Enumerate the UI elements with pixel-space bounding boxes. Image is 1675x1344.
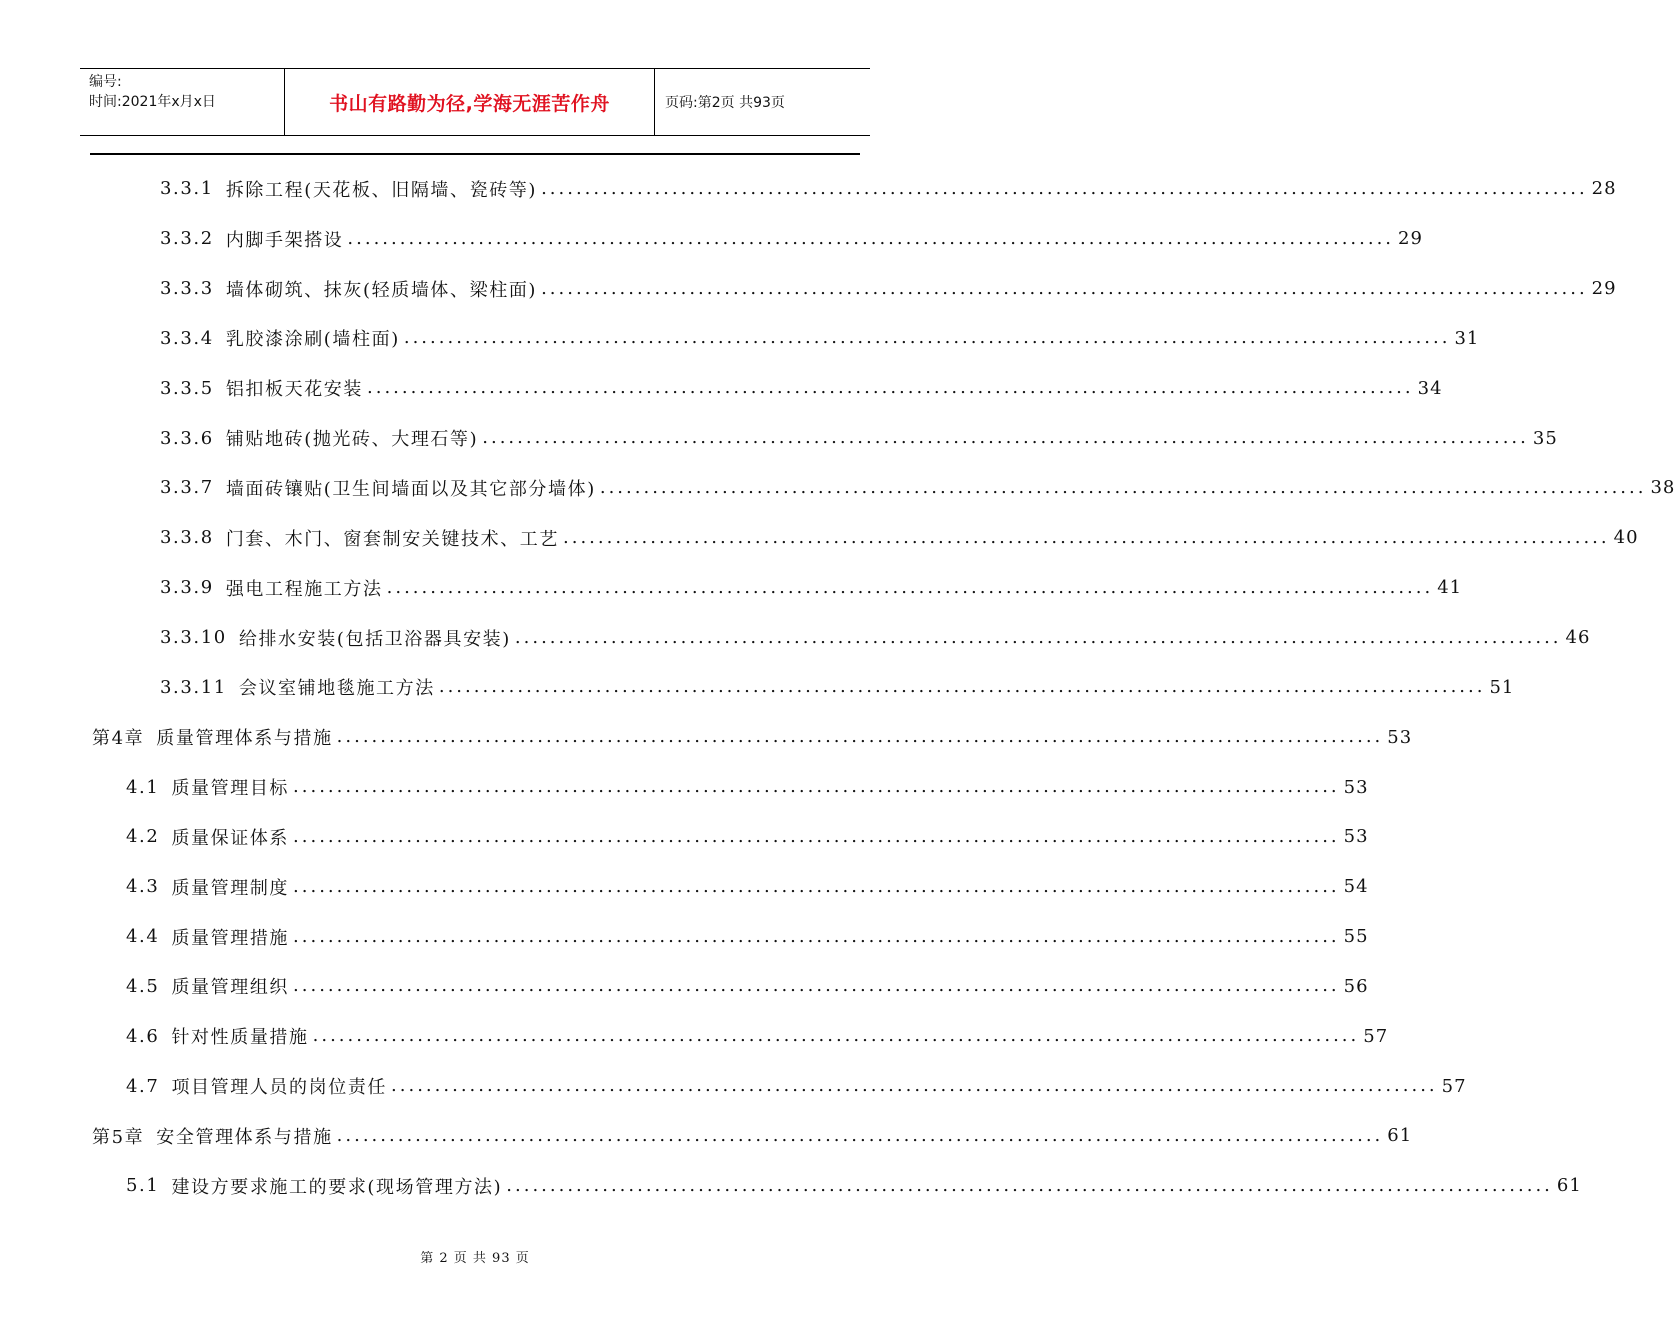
toc-leader-dots: ........................................................................................................................ <box>336 726 1384 748</box>
toc-entry-page: 29 <box>1591 278 1617 300</box>
toc-entry-number: 5.1 <box>126 1175 160 1197</box>
toc-entry-title: 质量管理措施 <box>171 927 290 949</box>
toc-entry[interactable] <box>0 164 1617 214</box>
toc-entry[interactable] <box>0 912 1369 962</box>
toc-leader-dots: ........................................................................................................................ <box>541 177 1588 199</box>
toc-entry[interactable] <box>0 214 1423 264</box>
toc-leader-dots: ........................................................................................................................ <box>514 626 1562 648</box>
toc-entry[interactable] <box>0 712 1413 762</box>
toc-entry-number: 3.3.10 <box>160 627 227 649</box>
toc-entry-number: 4.6 <box>126 1025 160 1047</box>
toc-entry[interactable] <box>0 1111 1413 1161</box>
toc-entry-page: 61 <box>1387 1125 1413 1147</box>
toc-entry-title: 给排水安装(包括卫浴器具安装) <box>238 628 511 650</box>
toc-entry[interactable] <box>0 314 1480 364</box>
toc-entry-number: 3.3.11 <box>160 676 227 698</box>
toc-entry-number: 3.3.4 <box>160 327 214 349</box>
toc-entry-number: 3.3.7 <box>160 477 214 499</box>
header-page-info: 页码:第2页 共93页 <box>665 95 785 111</box>
toc-entry-title: 内脚手架搭设 <box>225 229 344 251</box>
toc-leader-dots: ........................................................................................................................ <box>386 576 1434 598</box>
toc-entry[interactable] <box>0 363 1443 413</box>
toc-leader-dots: ........................................................................................................................ <box>336 1124 1384 1146</box>
toc-entry-title: 质量管理目标 <box>171 778 290 800</box>
toc-leader-dots: ........................................................................................................................ <box>293 925 1340 947</box>
toc-entry-page: 29 <box>1398 228 1423 250</box>
toc-entry[interactable] <box>0 463 1675 513</box>
toc-leader-dots: ........................................................................................................................ <box>293 975 1340 997</box>
toc-entry-page: 57 <box>1363 1025 1389 1047</box>
toc-entry[interactable] <box>0 613 1591 663</box>
toc-entry-title: 针对性质量措施 <box>171 1027 309 1049</box>
toc-entry[interactable] <box>0 413 1558 463</box>
toc-entry[interactable] <box>0 513 1639 563</box>
toc-entry-title: 门套、木门、窗套制安关键技术、工艺 <box>225 528 560 550</box>
toc-entry-page: 53 <box>1387 726 1413 748</box>
toc-entry-number: 4.2 <box>126 826 160 848</box>
toc-entry-title: 铝扣板天花安装 <box>225 379 364 401</box>
toc-entry[interactable] <box>0 1011 1389 1061</box>
toc-entry-page: 51 <box>1489 676 1515 698</box>
toc-entry-number: 4.3 <box>126 876 160 898</box>
toc-entry-number: 4.5 <box>126 975 160 997</box>
toc-entry-title: 安全管理体系与措施 <box>156 1126 333 1148</box>
toc-entry-title: 乳胶漆涂刷(墙柱面) <box>225 329 400 351</box>
toc-entry-title: 项目管理人员的岗位责任 <box>171 1077 388 1099</box>
toc-entry-title: 质量管理体系与措施 <box>156 728 333 750</box>
toc-entry-title: 建设方要求施工的要求(现场管理方法) <box>171 1176 503 1198</box>
toc-entry[interactable] <box>0 662 1515 712</box>
toc-entry[interactable] <box>0 563 1463 613</box>
toc-entry-page: 34 <box>1417 377 1443 399</box>
toc-entry-page: 28 <box>1591 178 1617 200</box>
header-divider <box>90 153 860 155</box>
toc-entry[interactable] <box>0 812 1369 862</box>
toc-entry-title: 会议室铺地毯施工方法 <box>238 678 435 700</box>
toc-leader-dots: ........................................................................................................................ <box>367 377 1414 399</box>
toc-entry-page: 53 <box>1343 776 1369 798</box>
toc-entry-number: 3.3.8 <box>160 527 214 549</box>
toc-leader-dots: ........................................................................................................................ <box>293 776 1340 798</box>
header-meta <box>80 69 285 135</box>
toc-leader-dots: ........................................................................................................................ <box>293 875 1340 897</box>
toc-leader-dots: ........................................................................................................................ <box>312 1025 1360 1047</box>
toc-entry-page: 55 <box>1343 926 1369 948</box>
toc-entry-number: 3.3.6 <box>160 427 214 449</box>
toc-entry-page: 61 <box>1556 1175 1582 1197</box>
toc-entry-page: 41 <box>1437 577 1463 599</box>
toc-entry-number: 第5章 <box>92 1126 145 1148</box>
toc-entry-title: 墙体砌筑、抹灰(轻质墙体、梁柱面) <box>225 279 538 301</box>
toc-entry-title: 质量管理制度 <box>171 877 290 899</box>
toc-leader-dots: ........................................................................................................................ <box>599 476 1647 498</box>
toc-entry[interactable] <box>0 962 1369 1012</box>
table-of-contents <box>0 164 1675 1211</box>
toc-entry-page: 40 <box>1613 527 1639 549</box>
toc-leader-dots: ........................................................................................................................ <box>403 327 1451 349</box>
page-header <box>80 68 870 136</box>
toc-entry-number: 3.3.1 <box>160 178 214 200</box>
toc-entry-page: 54 <box>1343 876 1369 898</box>
toc-entry-number: 3.3.2 <box>160 228 214 250</box>
date-line: 时间:2021年x月x日 <box>89 94 216 110</box>
toc-entry[interactable] <box>0 862 1369 912</box>
toc-entry[interactable] <box>0 1061 1467 1111</box>
toc-entry-page: 38 <box>1650 477 1675 499</box>
toc-entry-page: 31 <box>1454 327 1480 349</box>
toc-entry-title: 墙面砖镶贴(卫生间墙面以及其它部分墙体) <box>225 478 596 500</box>
serial-label: 编号: <box>89 74 122 90</box>
toc-leader-dots: ........................................................................................................................ <box>482 427 1529 449</box>
toc-entry-title: 铺贴地砖(抛光砖、大理石等) <box>225 429 479 451</box>
toc-entry-title: 拆除工程(天花板、旧隔墙、瓷砖等) <box>225 179 538 201</box>
toc-entry-title: 质量保证体系 <box>171 827 290 849</box>
toc-leader-dots: ........................................................................................................................ <box>347 227 1395 249</box>
toc-entry-number: 第4章 <box>92 728 145 750</box>
header-motto: 书山有路勤为径,学海无涯苦作舟 <box>285 69 655 135</box>
toc-entry-number: 3.3.5 <box>160 377 214 399</box>
toc-entry-title: 强电工程施工方法 <box>225 578 383 600</box>
toc-entry[interactable] <box>0 1161 1582 1211</box>
toc-leader-dots: ........................................................................................................................ <box>506 1174 1553 1196</box>
toc-entry-page: 56 <box>1343 975 1369 997</box>
toc-entry-number: 4.7 <box>126 1075 160 1097</box>
toc-leader-dots: ........................................................................................................................ <box>391 1075 1438 1097</box>
toc-entry-page: 46 <box>1565 627 1591 649</box>
toc-entry[interactable] <box>0 264 1617 314</box>
toc-entry-title: 质量管理组织 <box>171 977 290 999</box>
page-footer: 第 2 页 共 93 页 <box>420 1251 530 1266</box>
toc-leader-dots: ........................................................................................................................ <box>563 526 1610 548</box>
toc-entry-page: 53 <box>1343 826 1369 848</box>
toc-leader-dots: ........................................................................................................................ <box>293 825 1340 847</box>
toc-entry-page: 35 <box>1532 427 1558 449</box>
toc-leader-dots: ........................................................................................................................ <box>541 277 1588 299</box>
toc-leader-dots: ........................................................................................................................ <box>438 676 1486 698</box>
toc-entry-number: 3.3.3 <box>160 278 214 300</box>
toc-entry-number: 3.3.9 <box>160 577 214 599</box>
toc-entry-number: 4.4 <box>126 926 160 948</box>
toc-entry-number: 4.1 <box>126 776 160 798</box>
toc-entry-page: 57 <box>1441 1075 1467 1097</box>
toc-entry[interactable] <box>0 762 1369 812</box>
